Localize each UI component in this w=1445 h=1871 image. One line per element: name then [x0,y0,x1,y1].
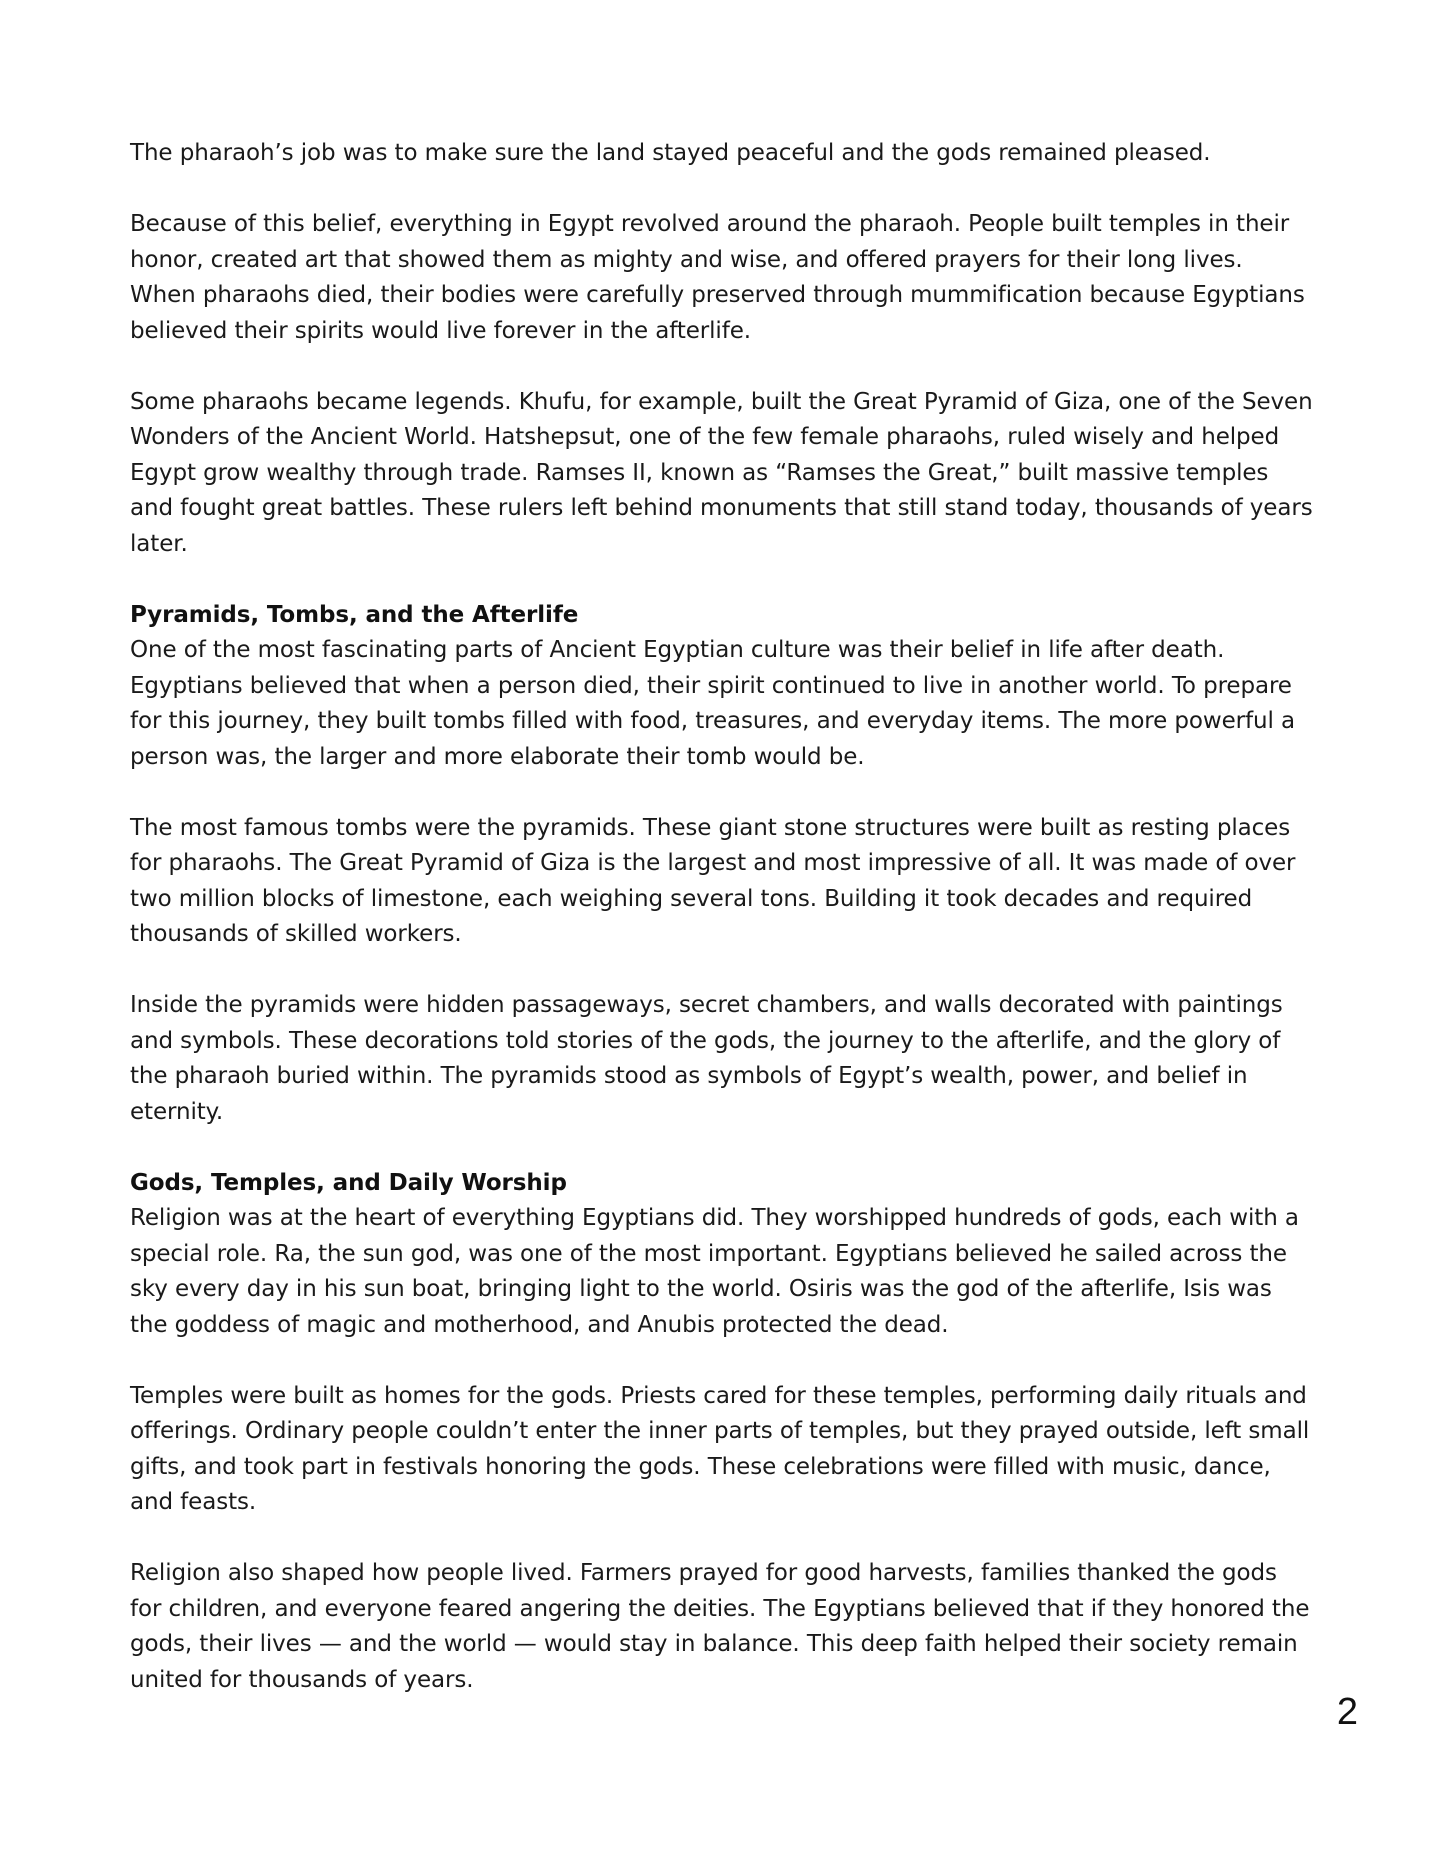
page-body [130,136,1315,1734]
intro-paragraph-3: Some pharaohs became legends. Khufu, for example, built the Great Pyramid of Giza, one of the Seven Wonders of the Ancient World. Hatshepsut, one of the few female pharaohs, ruled wisely and helped Egypt grow wealthy through trade. Ramses II, known as “Ramses the Great,” built massive temples and fought great battles. These rulers left behind monuments that still stand today, thousands of years later. [130,388,1313,557]
pyramids-paragraph-2: The most famous tombs were the pyramids. These giant stone structures were built as resting places for pharaohs. The Great Pyramid of Giza is the largest and most impressive of all. It was made of over two million blocks of limestone, each weighing several tons. Building it took decades and required thousands of skilled workers. [130,814,1296,947]
intro-paragraph-1: The pharaoh’s job was to make sure the land stayed peaceful and the gods remained pleased. [130,140,1211,166]
page-number: 2 [1336,1691,1358,1733]
pyramids-paragraph-3: Inside the pyramids were hidden passageways, secret chambers, and walls decorated with paintings and symbols. These decorations told stories of the gods, the journey to the afterlife, and the glory of the pharaoh buried within. The pyramids stood as symbols of Egypt’s wealth, power, and belief in eternity. [130,992,1283,1125]
gods-paragraph-2: Temples were built as homes for the gods. Priests cared for these temples, performing daily rituals and offerings. Ordinary people couldn’t enter the inner parts of temples, but they prayed outside, left small gifts, and took part in festivals honoring the gods. These celebrations were filled with music, dance, and feasts. [130,1382,1310,1515]
section-heading-pyramids: Pyramids, Tombs, and the Afterlife [130,601,579,628]
intro-paragraph-2: Because of this belief, everything in Egypt revolved around the pharaoh. People built temples in their honor, created art that showed them as mighty and wise, and offered prayers for their long lives. When pharaohs died, their bodies were carefully preserved through mummification because Egyptians believed their spirits would live forever in the afterlife. [130,211,1305,344]
gods-paragraph-1: Religion was at the heart of everything Egyptians did. They worshipped hundreds of gods, each with a special role. Ra, the sun god, was one of the most important. Egyptians believed he sailed across the sky every day in his sun boat, bringing light to the world. Osiris was the god of the afterlife, Isis was the goddess of magic and motherhood, and Anubis protected the dead. [130,1205,1299,1338]
section-heading-gods: Gods, Temples, and Daily Worship [130,1169,567,1196]
gods-paragraph-3: Religion also shaped how people lived. Farmers prayed for good harvests, families thanked the gods for children, and everyone feared angering the deities. The Egyptians believed that if they honored the gods, their lives — and the world — would stay in balance. This deep faith helped their society remain united for thousands of years. [130,1560,1310,1693]
pyramids-paragraph-1: One of the most fascinating parts of Ancient Egyptian culture was their belief in life after death. Egyptians believed that when a person died, their spirit continued to live in another world. To prepare for this journey, they built tombs filled with food, treasures, and everyday items. The more powerful a person was, the larger and more elaborate their tomb would be. [130,637,1295,770]
